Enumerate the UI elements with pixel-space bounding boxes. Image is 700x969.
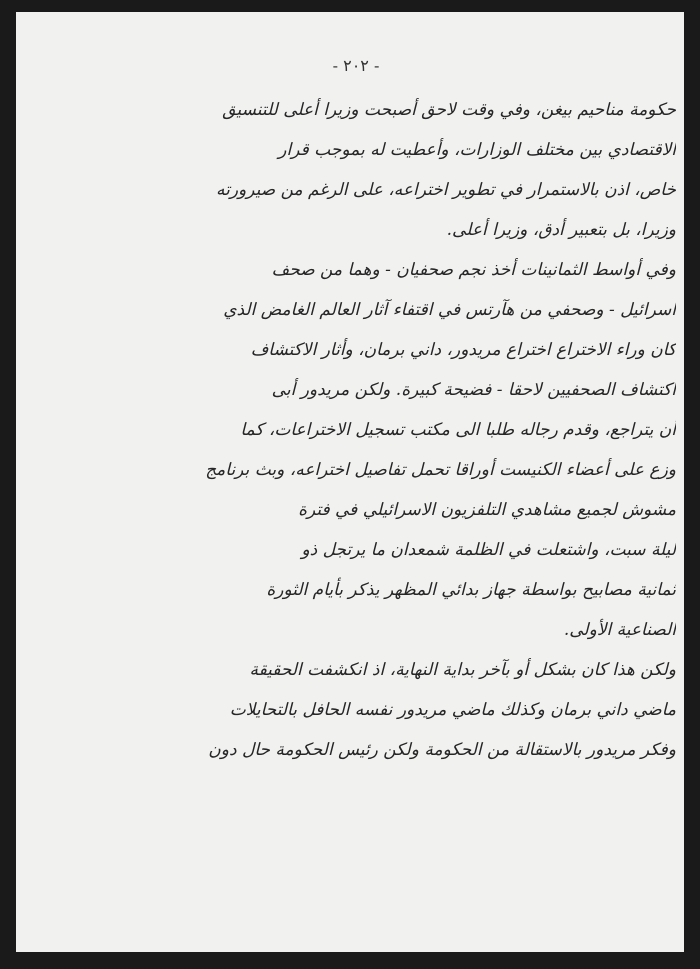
text-line: ليلة سبت، واشتعلت في الظلمة شمعدان ما يرتجل ذو <box>301 540 676 560</box>
text-line: وفي أواسط الثمانينات أخذ نجم صحفيان - وهما من صحف <box>271 260 676 280</box>
text-line: ماضي داني برمان وكذلك ماضي مريدور نفسه الحافل بالتحايلات <box>229 700 676 720</box>
text-line: وزع على أعضاء الكنيست أوراقا تحمل تفاصيل اختراعه، وبث برنامج <box>205 460 676 480</box>
text-line: وفكر مريدور بالاستقالة من الحكومة ولكن رئيس الحكومة حال دون <box>208 740 676 760</box>
text-line: وزيرا، بل بتعبير أدق، وزيرا أعلى. <box>446 220 676 240</box>
text-line: اسرائيل - وصحفي من هآرتس في اقتفاء آثار العالم الغامض الذي <box>223 300 676 320</box>
text-line: كان وراء الاختراع اختراع مريدور، داني برمان، وأثار الاكتشاف <box>250 340 676 360</box>
page-number: - ٢٠٢ - <box>332 56 380 75</box>
text-line: حكومة مناحيم بيغن، وفي وقت لاحق أصبحت وزيرا أعلى للتنسيق <box>222 100 676 120</box>
handwritten-text-block <box>56 90 676 770</box>
text-line: الصناعية الأولى. <box>563 620 676 640</box>
text-line: ثمانية مصابيح بواسطة جهاز بدائي المظهر يذكر بأيام الثورة <box>266 580 676 600</box>
text-line: اكتشاف الصحفيين لاحقا - فضيحة كبيرة. ولكن مريدور أبى <box>271 380 676 400</box>
text-line: ولكن هذا كان بشكل أو بآخر بداية النهاية، اذ انكشفت الحقيقة <box>249 660 676 680</box>
text-line: مشوش لجميع مشاهدي التلفزيون الاسرائيلي في فترة <box>298 500 676 520</box>
document-page <box>16 12 684 952</box>
text-line: خاص، اذن بالاستمرار في تطوير اختراعه، على الرغم من صيرورته <box>215 180 676 200</box>
text-line: الاقتصادي بين مختلف الوزارات، وأعطيت له بموجب قرار <box>278 140 676 160</box>
text-line: أن يتراجع، وقدم رجاله طلبا الى مكتب تسجيل الاختراعات، كما <box>240 420 676 440</box>
